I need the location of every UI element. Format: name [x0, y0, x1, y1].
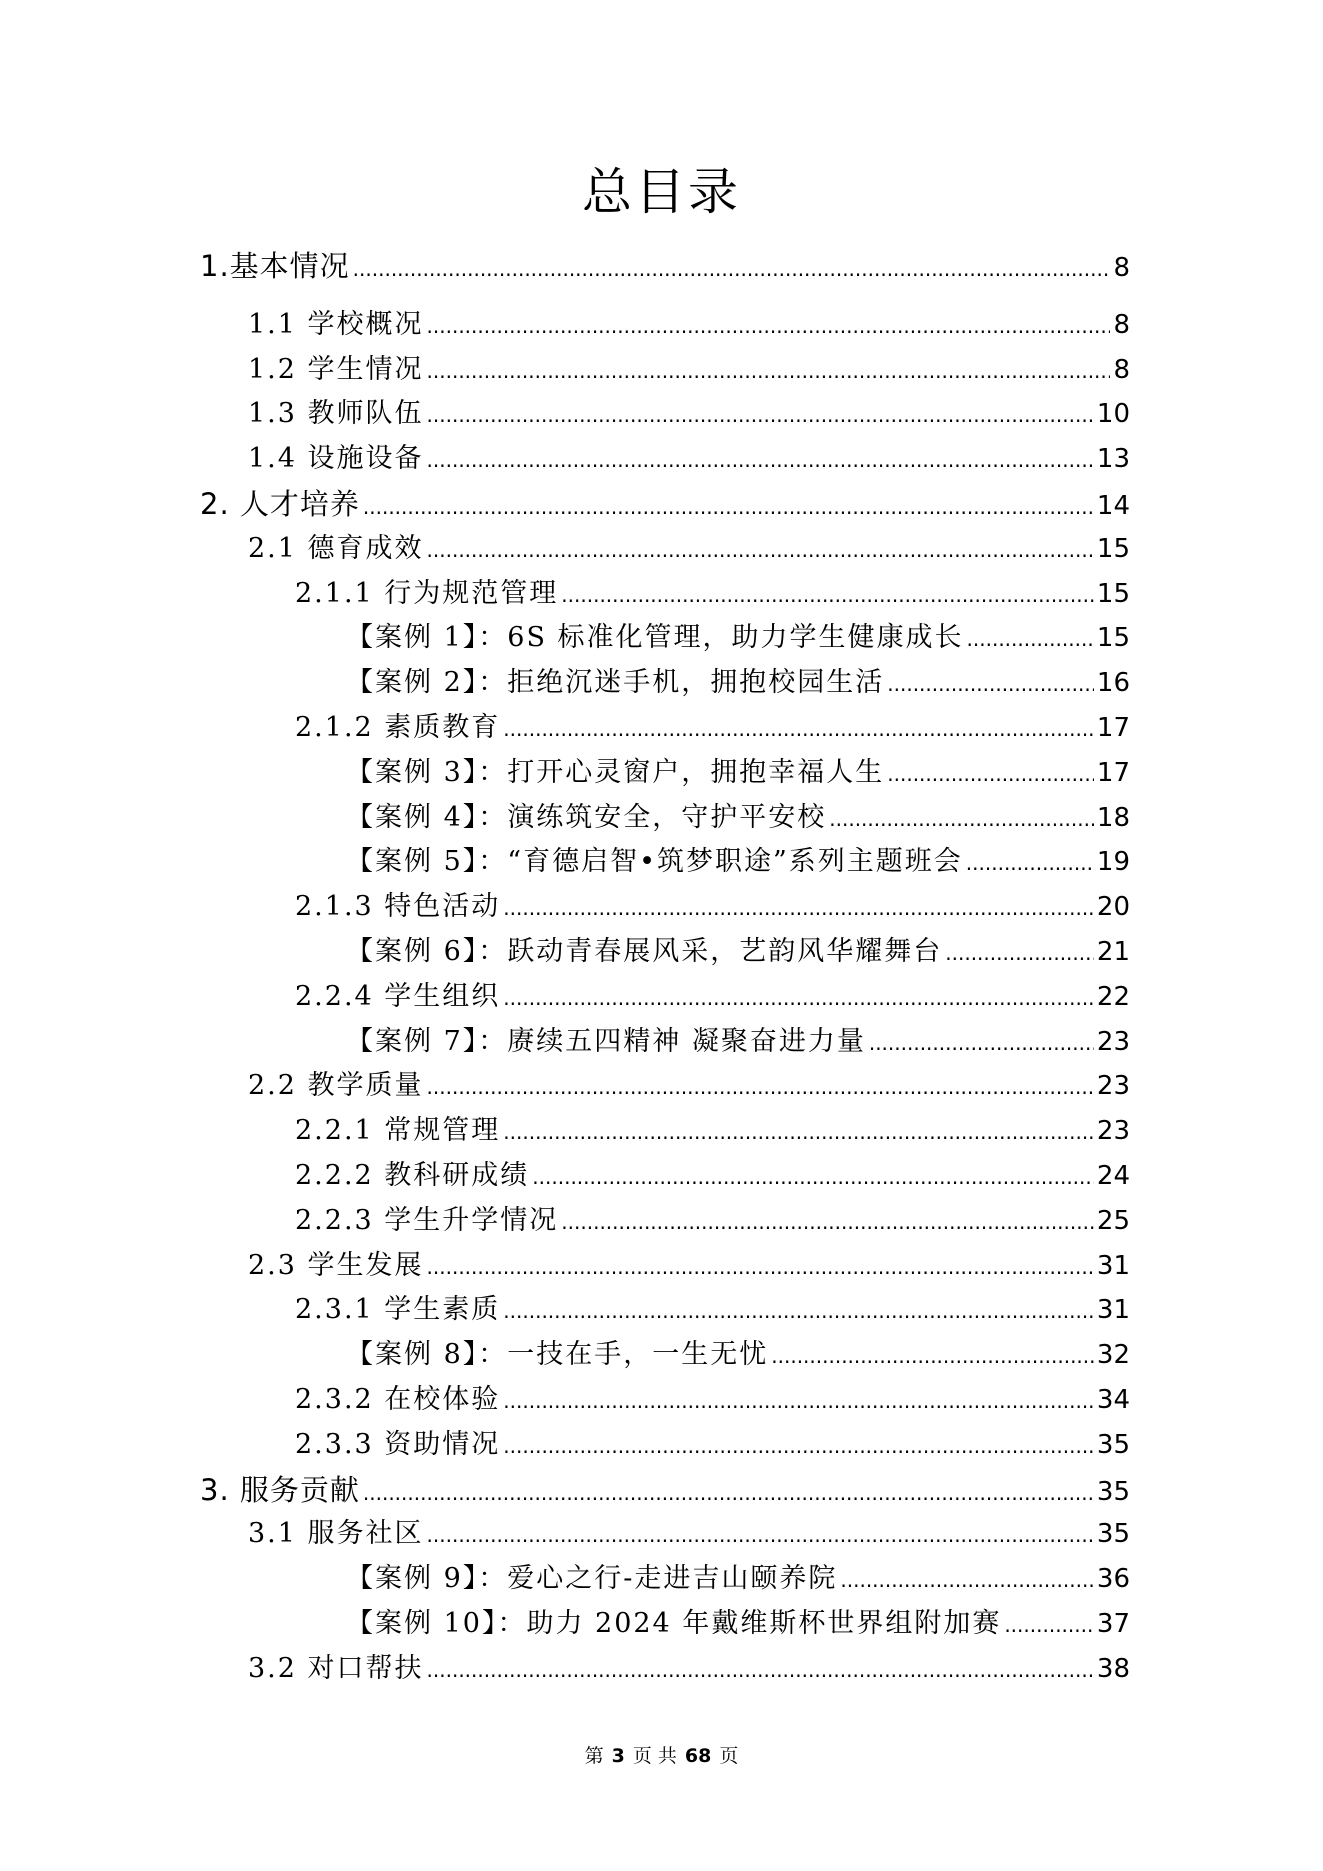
toc-dot-leader — [427, 1067, 1094, 1107]
toc-dot-leader — [503, 709, 1094, 749]
toc-entry[interactable] — [295, 708, 1130, 748]
toc-dot-leader — [427, 1650, 1094, 1690]
toc-entry-page: 8 — [1113, 310, 1130, 340]
toc-entry-label: 2.1 德育成效 — [248, 533, 424, 564]
toc-entry-label: 【案例 10】：助力 2024 年戴维斯杯世界组附加赛 — [346, 1608, 1002, 1639]
toc-entry-page: 16 — [1096, 668, 1130, 698]
toc-entry[interactable] — [295, 887, 1130, 927]
toc-entry-page: 32 — [1096, 1340, 1130, 1370]
toc-entry-label: 【案例 1】：6S 标准化管理，助力学生健康成长 — [346, 622, 964, 653]
toc-entry-label: 2. 人才培养 — [200, 487, 360, 521]
toc-dot-leader — [887, 664, 1094, 704]
toc-entry-page: 19 — [1096, 847, 1130, 877]
toc-entry-label: 1.1 学校概况 — [248, 309, 424, 340]
toc-entry-label: 2.2.2 教科研成绩 — [295, 1160, 530, 1191]
toc-entry-page: 23 — [1096, 1116, 1130, 1146]
toc-entry[interactable] — [346, 663, 1130, 703]
toc-entry[interactable] — [295, 977, 1130, 1017]
toc-dot-leader — [829, 799, 1094, 839]
footer-current-page: 3 — [611, 1745, 625, 1767]
page-title: 总目录 — [582, 163, 741, 221]
toc-entry[interactable] — [346, 1335, 1130, 1375]
toc-entry[interactable] — [248, 439, 1130, 479]
toc-entry-label: 3.2 对口帮扶 — [248, 1653, 424, 1684]
toc-dot-leader — [967, 619, 1094, 659]
toc-entry[interactable] — [295, 1290, 1130, 1330]
toc-entry-label: 1.基本情况 — [200, 249, 350, 283]
toc-dot-leader — [840, 1560, 1094, 1600]
footer-prefix: 第 — [584, 1745, 604, 1767]
toc-entry[interactable] — [248, 394, 1130, 434]
toc-entry[interactable] — [248, 1649, 1130, 1689]
toc-entry-label: 2.1.2 素质教育 — [295, 712, 501, 743]
toc-dot-leader — [427, 1515, 1094, 1555]
toc-entry[interactable] — [346, 798, 1130, 838]
toc-entry[interactable] — [248, 529, 1130, 569]
toc-entry[interactable] — [200, 484, 1130, 524]
toc-entry-page: 17 — [1096, 713, 1130, 743]
toc-entry[interactable] — [295, 1380, 1130, 1420]
toc-entry-page: 35 — [1096, 1430, 1130, 1460]
toc-entry-page: 31 — [1096, 1295, 1130, 1325]
toc-entry-label: 2.2.1 常规管理 — [295, 1115, 501, 1146]
toc-entry-page: 21 — [1096, 937, 1130, 967]
toc-entry[interactable] — [295, 1201, 1130, 1241]
toc-dot-leader — [363, 1473, 1094, 1513]
toc-entry[interactable] — [346, 1022, 1130, 1062]
toc-dot-leader — [427, 440, 1094, 480]
toc-entry-page: 8 — [1113, 355, 1130, 385]
toc-entry[interactable] — [200, 1470, 1130, 1510]
toc-entry-label: 2.2.4 学生组织 — [295, 981, 501, 1012]
footer-total-pages: 68 — [684, 1745, 712, 1767]
toc-entry-page: 17 — [1096, 758, 1130, 788]
toc-dot-leader — [427, 351, 1111, 391]
toc-entry-page: 23 — [1096, 1071, 1130, 1101]
toc-dot-leader — [1004, 1605, 1094, 1645]
toc-dot-leader — [427, 395, 1094, 435]
toc-entry[interactable] — [248, 1514, 1130, 1554]
toc-entry-page: 31 — [1096, 1251, 1130, 1281]
toc-entry[interactable] — [248, 305, 1130, 345]
toc-entry[interactable] — [295, 1156, 1130, 1196]
toc-entry[interactable] — [295, 1425, 1130, 1465]
toc-entry-page: 14 — [1096, 491, 1130, 521]
toc-entry-label: 2.2.3 学生升学情况 — [295, 1205, 559, 1236]
toc-entry-page: 8 — [1113, 253, 1130, 283]
toc-entry-label: 3. 服务贡献 — [200, 1473, 360, 1507]
toc-dot-leader — [503, 1426, 1094, 1466]
toc-dot-leader — [561, 1202, 1094, 1242]
toc-entry-page: 25 — [1096, 1206, 1130, 1236]
toc-entry-page: 15 — [1096, 534, 1130, 564]
toc-entry[interactable] — [295, 1111, 1130, 1151]
toc-entry-label: 2.3.3 资助情况 — [295, 1429, 501, 1460]
toc-entry-page: 37 — [1096, 1609, 1130, 1639]
toc-entry[interactable] — [248, 350, 1130, 390]
toc-entry-label: 2.3 学生发展 — [248, 1250, 424, 1281]
toc-entry-label: 【案例 9】：爱心之行-走进吉山颐养院 — [346, 1563, 838, 1594]
toc-entry-page: 15 — [1096, 579, 1130, 609]
toc-dot-leader — [503, 1291, 1094, 1331]
toc-dot-leader — [427, 306, 1111, 346]
toc-entry-label: 2.3.1 学生素质 — [295, 1294, 501, 1325]
toc-dot-leader — [771, 1336, 1094, 1376]
toc-entry-page: 22 — [1096, 982, 1130, 1012]
toc-dot-leader — [532, 1157, 1094, 1197]
toc-entry[interactable] — [248, 1246, 1130, 1286]
toc-entry-page: 38 — [1096, 1654, 1130, 1684]
toc-entry-page: 20 — [1096, 892, 1130, 922]
toc-entry[interactable] — [248, 1066, 1130, 1106]
toc-dot-leader — [561, 575, 1094, 615]
toc-entry-page: 13 — [1096, 444, 1130, 474]
toc-entry-page: 23 — [1096, 1027, 1130, 1057]
toc-entry[interactable] — [346, 1559, 1130, 1599]
toc-dot-leader — [427, 1247, 1094, 1287]
footer-suffix: 页 — [719, 1745, 739, 1767]
toc-entry-label: 2.3.2 在校体验 — [295, 1384, 501, 1415]
toc-entry[interactable] — [346, 932, 1130, 972]
toc-dot-leader — [363, 487, 1094, 527]
toc-entry-label: 【案例 8】：一技在手，一生无忧 — [346, 1339, 769, 1370]
toc-entry-label: 【案例 7】：赓续五四精神 凝聚奋进力量 — [346, 1026, 866, 1057]
toc-entry-label: 1.4 设施设备 — [248, 443, 424, 474]
toc-entry-label: 3.1 服务社区 — [248, 1518, 424, 1549]
toc-dot-leader — [887, 754, 1094, 794]
toc-entry-label: 【案例 6】：跃动青春展风采，艺韵风华耀舞台 — [346, 936, 943, 967]
toc-dot-leader — [503, 1381, 1094, 1421]
toc-dot-leader — [503, 888, 1094, 928]
toc-entry-label: 1.3 教师队伍 — [248, 398, 424, 429]
toc-dot-leader — [503, 978, 1094, 1018]
toc-entry-page: 15 — [1096, 623, 1130, 653]
toc-entry-page: 35 — [1096, 1519, 1130, 1549]
toc-entry-page: 18 — [1096, 803, 1130, 833]
toc-entry-label: 2.1.1 行为规范管理 — [295, 578, 559, 609]
toc-dot-leader — [427, 530, 1094, 570]
toc-entry[interactable] — [346, 842, 1130, 882]
toc-entry[interactable] — [200, 246, 1130, 286]
toc-entry-page: 36 — [1096, 1564, 1130, 1594]
toc-entry-label: 2.1.3 特色活动 — [295, 891, 501, 922]
toc-entry-page: 34 — [1096, 1385, 1130, 1415]
toc-entry-label: 1.2 学生情况 — [248, 354, 424, 385]
toc-entry-label: 【案例 5】：“育德启智•筑梦职途”系列主题班会 — [346, 846, 963, 877]
toc-entry-label: 【案例 3】：打开心灵窗户，拥抱幸福人生 — [346, 757, 885, 788]
page-footer — [0, 1744, 1323, 1768]
toc-dot-leader — [966, 843, 1094, 883]
footer-middle: 页 共 — [632, 1745, 677, 1767]
toc-dot-leader — [945, 933, 1094, 973]
toc-dot-leader — [353, 249, 1111, 289]
toc-entry-page: 10 — [1096, 399, 1130, 429]
toc-entry[interactable] — [346, 1604, 1130, 1644]
toc-entry[interactable] — [346, 753, 1130, 793]
toc-dot-leader — [869, 1023, 1094, 1063]
toc-entry-label: 2.2 教学质量 — [248, 1070, 424, 1101]
toc-entry-label: 【案例 4】：演练筑安全，守护平安校 — [346, 802, 827, 833]
toc-entry-label: 【案例 2】：拒绝沉迷手机，拥抱校园生活 — [346, 667, 885, 698]
toc-entry-page: 24 — [1096, 1161, 1130, 1191]
toc-entry-page: 35 — [1096, 1477, 1130, 1507]
toc-dot-leader — [503, 1112, 1094, 1152]
toc-entry[interactable] — [295, 574, 1130, 614]
toc-entry[interactable] — [346, 618, 1130, 658]
